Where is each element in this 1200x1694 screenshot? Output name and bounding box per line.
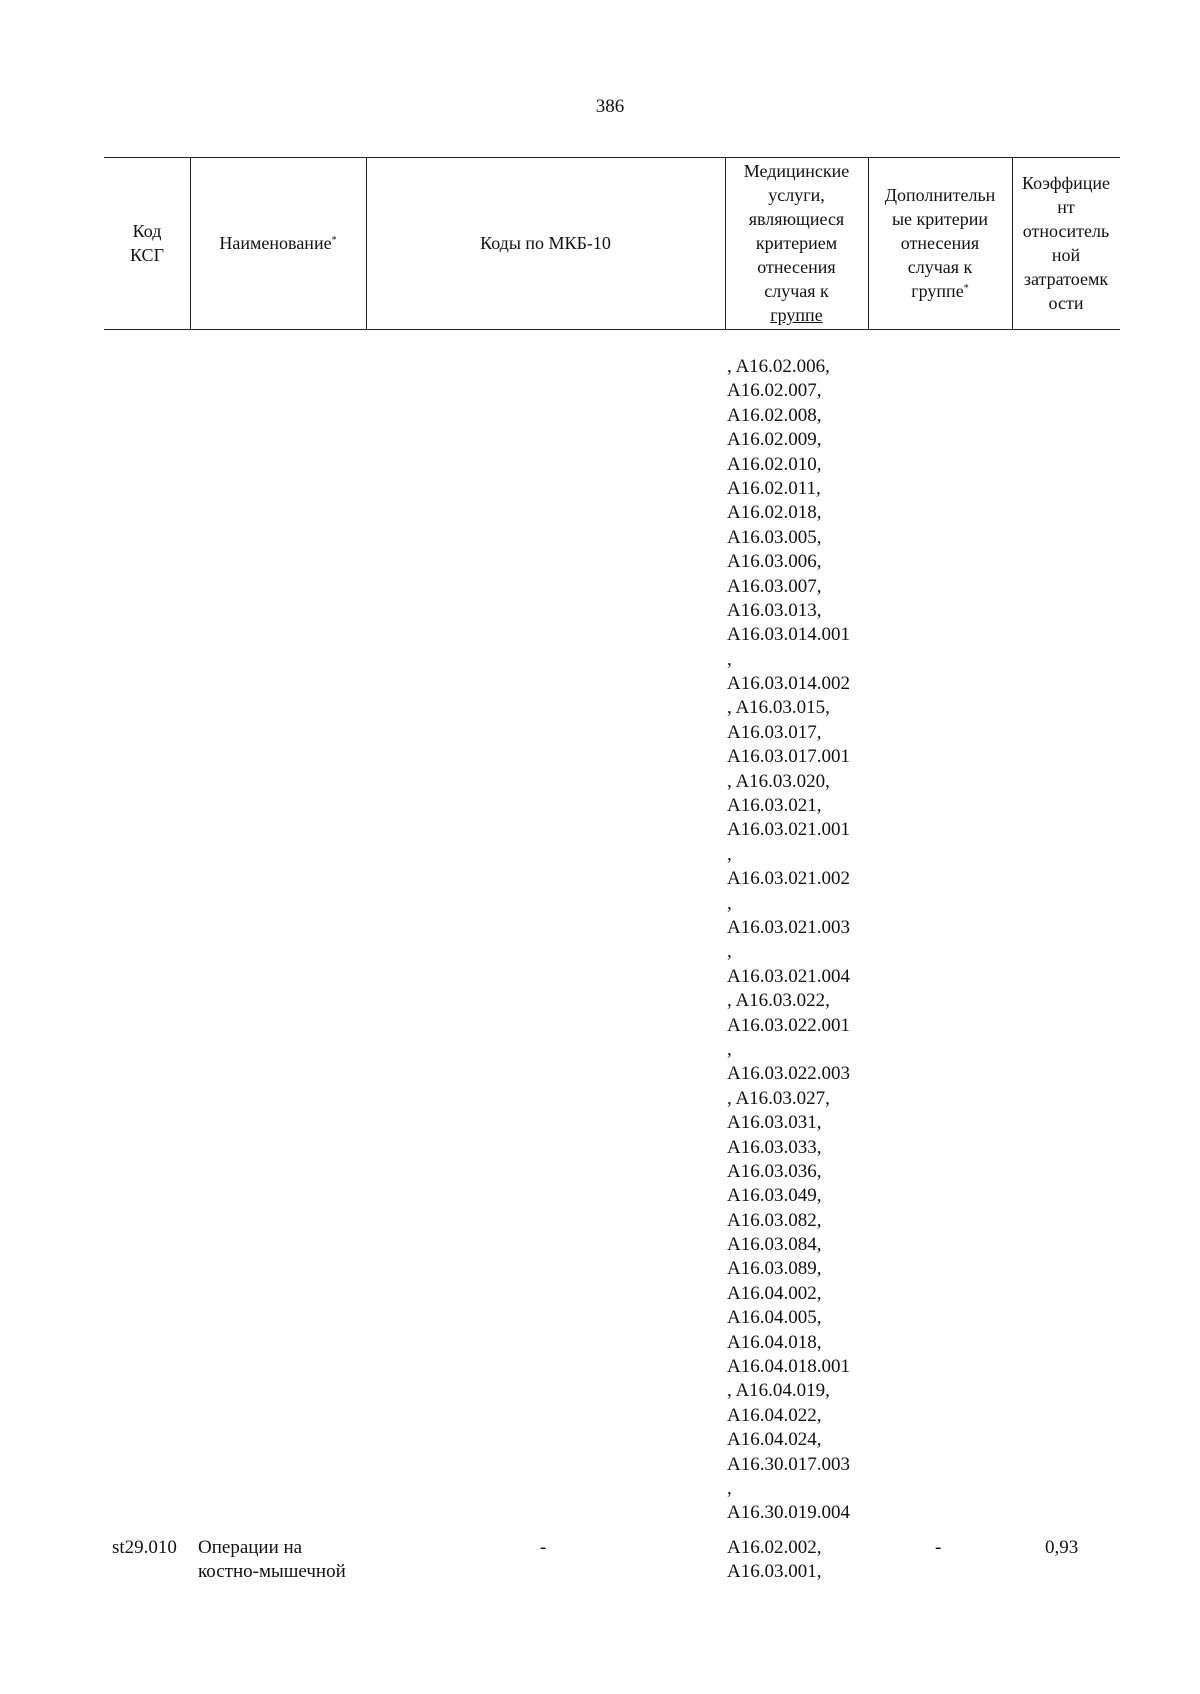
service-code: A16.03.049, [727,1185,822,1207]
header-text: случая к [764,281,829,301]
service-code: , [727,941,732,963]
service-code: , A16.02.006, [727,356,830,377]
header-text: случая к [907,257,973,277]
header-text: Коэффицие [1021,173,1111,193]
header-ksg-code [104,157,190,329]
header-bottom-rule [104,329,1120,330]
service-code: A16.03.007, [727,575,822,597]
service-code: A16.03.017.001 [727,746,850,768]
service-code: A16.02.009, [727,429,822,451]
service-code: , [727,1038,732,1060]
service-code: A16.03.031, [727,1112,822,1134]
service-code: A16.03.021.003 [727,916,850,938]
service-code: A16.03.001, [727,1561,822,1583]
service-code: A16.02.018, [727,502,822,524]
header-text: Дополнительн [884,185,996,205]
service-code: A16.03.022.001 [727,1014,850,1036]
service-code: A16.03.014.001 [727,624,850,646]
service-code: A16.04.002, [727,1282,822,1304]
header-text: ые критерии [891,209,989,229]
service-code: A16.03.089, [727,1258,822,1280]
service-code: , A16.04.019, [727,1380,830,1402]
header-text: КСГ [130,245,164,265]
header-text: группе [770,305,823,325]
service-code: A16.04.022, [727,1404,822,1426]
row-ksg-code: st29.010 [112,1537,177,1558]
row-name-line: костно-мышечной [198,1561,346,1583]
service-code: , A16.03.027, [727,1087,830,1109]
header-text: затратоемк [1023,269,1109,289]
header-mkb-codes [366,157,725,329]
service-code: A16.30.017.003 [727,1453,850,1475]
service-code: A16.04.018.001 [727,1356,850,1378]
header-text: услуги, [768,185,825,205]
service-code: A16.02.008, [727,404,822,426]
service-codes-continuation [727,355,850,1526]
header-text: ной [1051,245,1081,265]
service-code: A16.30.019.004 [727,1502,850,1524]
header-coefficient [1012,157,1120,329]
service-code: A16.04.005, [727,1307,822,1329]
service-code: A16.03.082, [727,1209,822,1231]
service-code: A16.03.021.002 [727,868,850,890]
service-code: , [727,1477,732,1499]
header-text: Коды по МКБ-10 [480,233,611,253]
service-code: A16.02.002, [727,1537,822,1558]
service-code: A16.03.006, [727,551,822,573]
service-code: , A16.03.022, [727,990,830,1012]
row-name [198,1536,346,1585]
header-text: ости [1048,293,1084,313]
header-text: отнесения [757,257,836,277]
service-code: A16.03.021.001 [727,819,850,841]
service-code: A16.04.018, [727,1331,822,1353]
header-text: отнесения [900,233,980,253]
service-code: A16.03.084, [727,1234,822,1256]
header-additional-criteria [868,157,1012,329]
header-text: Код [132,221,162,241]
page-number: 386 [595,96,625,117]
service-code: A16.03.017, [727,721,822,743]
service-code: A16.02.007, [727,380,822,402]
service-code: A16.03.022.003 [727,1063,850,1085]
service-code: A16.04.024, [727,1429,822,1451]
header-text: относитель [1022,221,1110,241]
service-code: A16.02.011, [727,477,821,499]
service-code: A16.03.036, [727,1160,822,1182]
service-code: A16.03.021.004 [727,965,850,987]
service-code: , A16.03.020, [727,770,830,792]
header-medical-services [725,157,868,331]
service-code: A16.03.005, [727,526,822,548]
service-code: A16.03.033, [727,1136,822,1158]
header-text: критерием [755,233,838,253]
header-text: являющиеся [748,209,845,229]
service-code: A16.03.021, [727,795,822,817]
service-code: , [727,648,732,670]
footnote-mark: * [331,235,337,246]
header-text: нт [1057,197,1075,217]
row-additional-criteria: - [935,1537,942,1558]
service-code: , [727,892,732,914]
header-name [190,157,366,329]
footnote-mark: * [963,283,969,294]
header-text: Наименование [219,233,332,253]
service-code: A16.03.014.002 [727,673,850,695]
service-code: A16.02.010, [727,453,822,475]
row-name-line: Операции на [198,1537,303,1558]
row-mkb-codes: - [540,1537,547,1558]
service-code: , A16.03.015, [727,697,830,719]
service-code: , [727,843,732,865]
header-text: Медицинские [743,161,850,181]
row-services [727,1536,821,1585]
service-code: A16.03.013, [727,599,822,621]
header-text: группе [911,281,964,301]
row-coefficient: 0,93 [1045,1537,1079,1558]
